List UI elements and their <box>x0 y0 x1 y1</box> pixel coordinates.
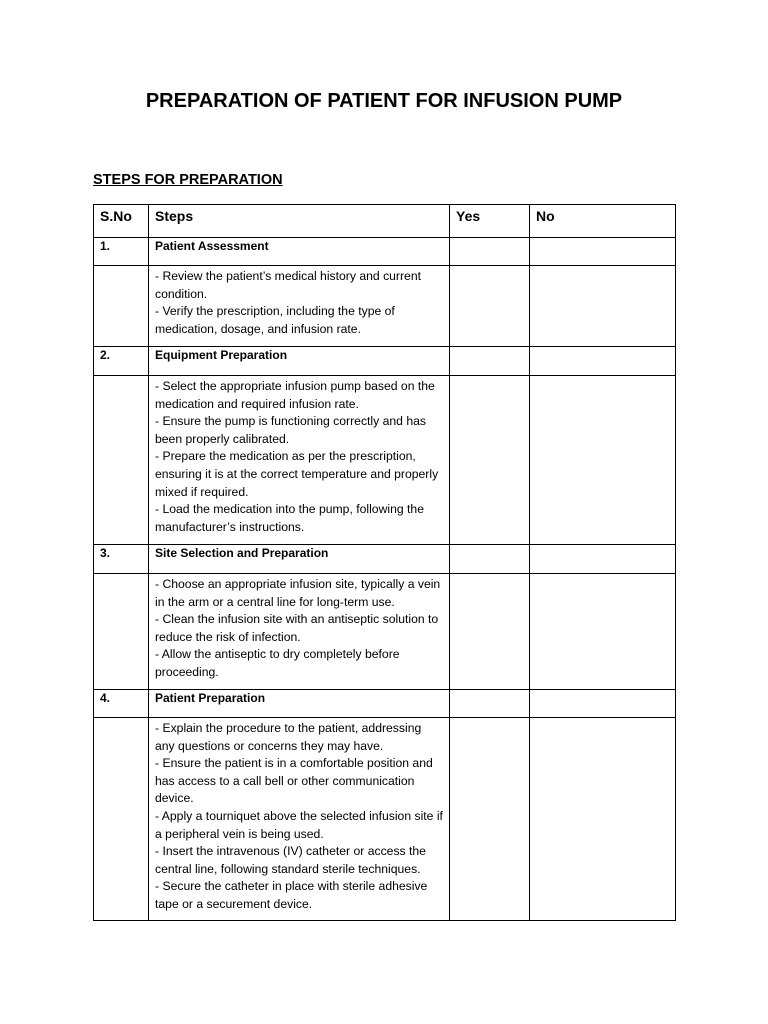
yes-cell[interactable] <box>450 376 530 545</box>
step-row <box>94 238 676 266</box>
step-number: 3. <box>94 545 149 574</box>
detail-number-cell <box>94 574 149 690</box>
no-cell[interactable] <box>530 347 676 376</box>
yes-cell[interactable] <box>450 545 530 574</box>
header-steps: Steps <box>149 205 450 238</box>
detail-text-cell <box>149 266 450 347</box>
document-title: PREPARATION OF PATIENT FOR INFUSION PUMP <box>145 90 623 112</box>
detail-text-cell <box>149 718 450 921</box>
preparation-checklist-table <box>93 204 676 921</box>
yes-cell[interactable] <box>450 238 530 266</box>
no-cell[interactable] <box>530 545 676 574</box>
section-subtitle: STEPS FOR PREPARATION <box>93 172 283 188</box>
no-cell[interactable] <box>530 718 676 921</box>
detail-row <box>94 574 676 690</box>
header-yes: Yes <box>450 205 530 238</box>
yes-cell[interactable] <box>450 718 530 921</box>
yes-cell[interactable] <box>450 347 530 376</box>
yes-cell[interactable] <box>450 266 530 347</box>
detail-item: - Choose an appropriate infusion site, typically a vein in the arm or a central line for long-term use. <box>155 577 441 609</box>
table-header-row <box>94 205 676 238</box>
no-cell[interactable] <box>530 266 676 347</box>
detail-number-cell <box>94 266 149 347</box>
detail-item: - Insert the intravenous (IV) catheter or access the central line, following standard sterile techniques. <box>155 844 426 876</box>
detail-item: - Apply a tourniquet above the selected infusion site if a peripheral vein is being used. <box>155 808 443 841</box>
step-number: 1. <box>94 238 149 266</box>
no-cell[interactable] <box>530 238 676 266</box>
detail-item: - Load the medication into the pump, following the manufacturer’s instructions. <box>155 502 424 534</box>
no-cell[interactable] <box>530 376 676 545</box>
detail-item: - Explain the procedure to the patient, addressing any questions or concerns they may have. <box>155 721 422 753</box>
header-no: No <box>530 205 676 238</box>
step-heading: Patient Preparation <box>149 690 450 718</box>
detail-number-cell <box>94 718 149 921</box>
step-heading: Site Selection and Preparation <box>149 545 450 574</box>
detail-item: - Verify the prescription, including the type of medication, dosage, and infusion rate. <box>155 304 395 336</box>
detail-item: - Select the appropriate infusion pump based on the medication and required infusion rate. <box>155 379 435 411</box>
step-number: 4. <box>94 690 149 718</box>
header-sno: S.No <box>94 205 149 238</box>
detail-item: - Allow the antiseptic to dry completely before proceeding. <box>155 647 400 679</box>
step-row <box>94 690 676 718</box>
detail-row <box>94 266 676 347</box>
detail-item: - Prepare the medication as per the prescription, ensuring it is at the correct temperature and properly mixed if required. <box>155 449 439 499</box>
detail-row <box>94 376 676 545</box>
step-row <box>94 545 676 574</box>
step-heading: Equipment Preparation <box>149 347 450 376</box>
detail-row <box>94 718 676 921</box>
detail-item: - Secure the catheter in place with sterile adhesive tape or a securement device. <box>155 879 428 911</box>
detail-item: - Ensure the patient is in a comfortable position and has access to a call bell or other communication device. <box>155 756 433 806</box>
step-heading: Patient Assessment <box>149 238 450 266</box>
detail-number-cell <box>94 376 149 545</box>
step-number: 2. <box>94 347 149 376</box>
no-cell[interactable] <box>530 690 676 718</box>
detail-item: - Clean the infusion site with an antiseptic solution to reduce the risk of infection. <box>155 612 439 644</box>
detail-item: - Review the patient’s medical history and current condition. <box>155 269 421 301</box>
no-cell[interactable] <box>530 574 676 690</box>
detail-text-cell <box>149 574 450 690</box>
detail-item: - Ensure the pump is functioning correctly and has been properly calibrated. <box>155 414 426 446</box>
yes-cell[interactable] <box>450 690 530 718</box>
step-row <box>94 347 676 376</box>
detail-text-cell <box>149 376 450 545</box>
yes-cell[interactable] <box>450 574 530 690</box>
checklist-body <box>94 205 676 921</box>
